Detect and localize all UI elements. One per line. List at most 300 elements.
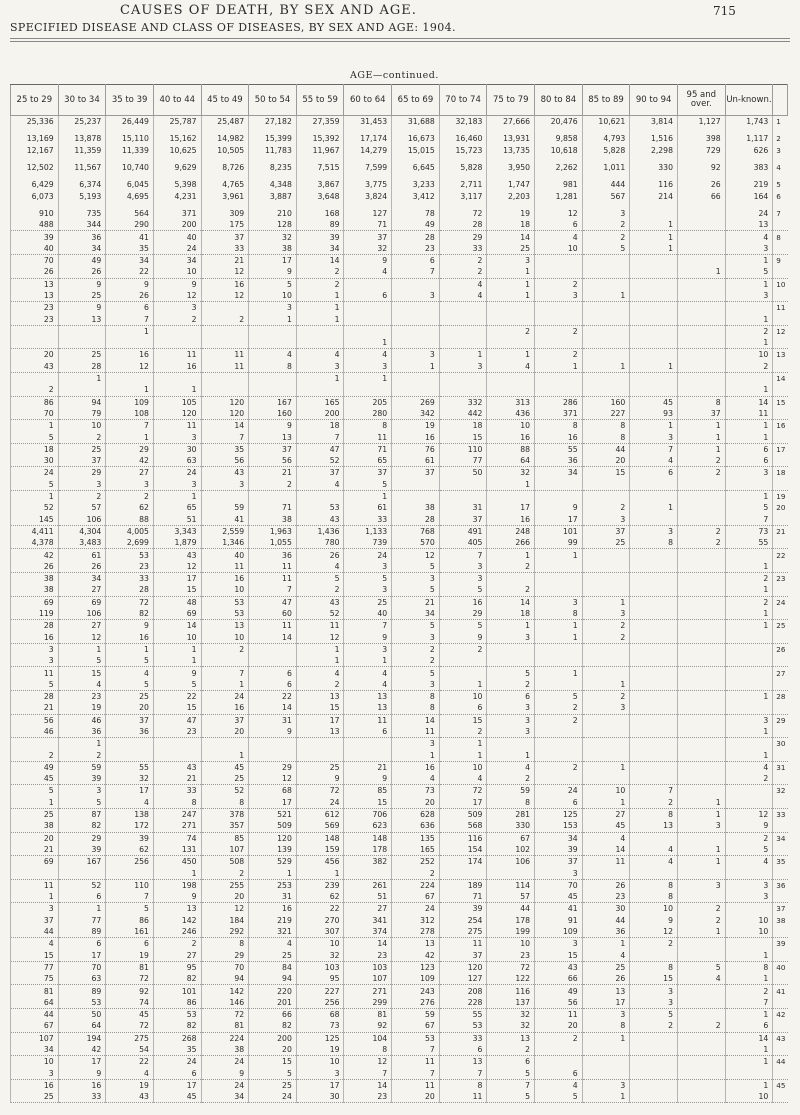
table-cell: 95 xyxy=(153,961,201,973)
row-number: 14 xyxy=(773,372,788,384)
table-cell: 101 xyxy=(153,985,201,997)
table-cell: 11 xyxy=(439,938,487,950)
table-cell: 16 xyxy=(487,514,535,526)
table-cell: 89 xyxy=(58,985,106,997)
table-cell: 739 xyxy=(344,537,392,549)
table-cell xyxy=(630,596,678,608)
row-number: 31 xyxy=(773,761,788,773)
table-cell xyxy=(630,655,678,667)
table-row xyxy=(11,179,788,190)
table-cell: 623 xyxy=(344,820,392,832)
table-cell: 1,516 xyxy=(630,133,678,144)
table-cell: 142 xyxy=(201,985,249,997)
table-cell: 25,487 xyxy=(201,116,249,128)
table-cell xyxy=(677,891,725,903)
table-cell: 73 xyxy=(392,785,440,797)
table-cell: 31,453 xyxy=(344,116,392,128)
table-row xyxy=(11,349,788,361)
table-cell: 67 xyxy=(392,891,440,903)
table-cell: 31 xyxy=(439,502,487,513)
table-cell: 9 xyxy=(344,254,392,266)
table-cell: 38 xyxy=(11,820,59,832)
table-cell: 120 xyxy=(249,832,297,844)
table-cell: 14 xyxy=(249,702,297,714)
table-cell: 12 xyxy=(153,290,201,302)
table-cell: 26 xyxy=(58,266,106,278)
table-row xyxy=(11,561,788,573)
table-cell: 32 xyxy=(296,949,344,961)
table-cell: 167 xyxy=(249,396,297,408)
table-cell: 4 xyxy=(725,231,773,243)
table-cell: 79 xyxy=(58,408,106,420)
table-cell: 224 xyxy=(201,1032,249,1044)
table-cell: 11 xyxy=(725,408,773,420)
table-cell: 3 xyxy=(535,596,583,608)
table-cell: 25 xyxy=(249,1079,297,1091)
table-cell: 8 xyxy=(392,702,440,714)
table-cell xyxy=(582,572,630,584)
table-cell xyxy=(677,749,725,761)
table-cell: 1 xyxy=(249,867,297,879)
table-cell xyxy=(725,867,773,879)
table-cell xyxy=(249,749,297,761)
table-row xyxy=(11,502,788,513)
table-cell: 1 xyxy=(582,361,630,373)
table-cell: 24 xyxy=(153,1056,201,1068)
table-cell: 1 xyxy=(439,679,487,691)
table-cell xyxy=(439,655,487,667)
table-cell: 9 xyxy=(201,1067,249,1079)
table-cell: 41 xyxy=(106,231,154,243)
table-cell: 125 xyxy=(535,808,583,820)
table-cell: 13,878 xyxy=(58,133,106,144)
table-cell: 13 xyxy=(725,219,773,231)
table-cell: 7 xyxy=(487,1079,535,1091)
table-cell: 2 xyxy=(11,384,59,396)
table-cell: 110 xyxy=(439,443,487,455)
table-cell: 59 xyxy=(487,785,535,797)
table-cell: 12,502 xyxy=(11,162,59,173)
row-number: 40 xyxy=(773,961,788,973)
table-cell: 69 xyxy=(11,596,59,608)
mortality-table xyxy=(10,84,788,1103)
table-cell: 450 xyxy=(153,856,201,868)
table-cell: 4 xyxy=(439,773,487,785)
table-cell: 1 xyxy=(201,679,249,691)
table-cell: 86 xyxy=(106,915,154,926)
table-cell: 10 xyxy=(725,926,773,938)
table-cell: 3,412 xyxy=(392,190,440,201)
table-cell: 13 xyxy=(582,985,630,997)
table-cell: 3 xyxy=(392,679,440,691)
section-label: AGE—continued. xyxy=(350,70,439,81)
table-cell: 127 xyxy=(344,208,392,219)
table-cell: 1,879 xyxy=(153,537,201,549)
table-cell: 70 xyxy=(11,254,59,266)
table-cell: 86 xyxy=(11,396,59,408)
table-cell xyxy=(439,337,487,349)
table-cell: 14,279 xyxy=(344,145,392,156)
table-cell: 224 xyxy=(392,879,440,891)
table-cell: 2 xyxy=(725,832,773,844)
table-cell: 7 xyxy=(296,431,344,443)
table-cell: 15 xyxy=(630,973,678,985)
table-cell: 1 xyxy=(677,926,725,938)
table-cell: 59 xyxy=(201,502,249,513)
table-cell xyxy=(106,738,154,750)
table-cell: 3 xyxy=(630,997,678,1009)
table-cell: 37 xyxy=(344,231,392,243)
table-cell: 2 xyxy=(677,903,725,915)
table-cell xyxy=(677,490,725,502)
table-cell: 50 xyxy=(58,1008,106,1020)
table-cell xyxy=(535,337,583,349)
table-cell: 12 xyxy=(296,631,344,643)
table-cell: 275 xyxy=(439,926,487,938)
row-number: 33 xyxy=(773,808,788,820)
table-cell: 220 xyxy=(249,985,297,997)
table-row xyxy=(11,785,788,797)
table-cell: 16 xyxy=(11,631,59,643)
table-row xyxy=(11,997,788,1009)
table-cell: 1,133 xyxy=(344,525,392,537)
table-cell xyxy=(677,313,725,325)
table-cell xyxy=(725,797,773,809)
table-cell xyxy=(630,761,678,773)
table-cell: 1,055 xyxy=(249,537,297,549)
table-cell xyxy=(582,325,630,337)
table-cell: 25,237 xyxy=(58,116,106,128)
table-cell: 4,793 xyxy=(582,133,630,144)
table-cell: 40 xyxy=(201,549,249,561)
row-number: 22 xyxy=(773,549,788,561)
table-cell xyxy=(487,490,535,502)
column-header: 30 to 34 xyxy=(58,85,106,116)
table-cell: 25 xyxy=(58,349,106,361)
table-row xyxy=(11,313,788,325)
table-cell: 5 xyxy=(392,584,440,596)
row-number xyxy=(773,431,788,443)
row-number: 35 xyxy=(773,856,788,868)
table-row xyxy=(11,116,788,128)
table-row xyxy=(11,879,788,891)
table-cell: 11 xyxy=(201,561,249,573)
table-cell: 70 xyxy=(58,961,106,973)
table-cell: 33 xyxy=(58,1091,106,1103)
table-cell: 3 xyxy=(296,361,344,373)
table-cell: 107 xyxy=(201,844,249,856)
row-number: 19 xyxy=(773,490,788,502)
table-cell: 16 xyxy=(201,278,249,290)
table-cell: 15 xyxy=(11,949,59,961)
table-cell: 3 xyxy=(392,738,440,750)
table-cell: 10 xyxy=(201,631,249,643)
table-cell: 1 xyxy=(725,584,773,596)
table-cell: 89 xyxy=(296,219,344,231)
table-cell: 64 xyxy=(58,1020,106,1032)
table-cell: 11 xyxy=(344,431,392,443)
table-cell: 37 xyxy=(582,525,630,537)
table-cell: 1 xyxy=(439,349,487,361)
table-cell: 17 xyxy=(535,514,583,526)
table-cell: 1 xyxy=(725,1079,773,1091)
table-cell: 13 xyxy=(344,690,392,702)
table-cell: 4 xyxy=(677,973,725,985)
table-cell: 8 xyxy=(630,891,678,903)
table-cell: 33 xyxy=(201,243,249,255)
table-cell: 3 xyxy=(725,891,773,903)
table-cell: 15,392 xyxy=(296,133,344,144)
table-cell: 53 xyxy=(58,997,106,1009)
table-cell: 4 xyxy=(296,349,344,361)
table-cell: 154 xyxy=(439,844,487,856)
column-header: 60 to 64 xyxy=(344,85,392,116)
table-cell: 29 xyxy=(106,443,154,455)
table-cell xyxy=(677,1008,725,1020)
table-cell: 10 xyxy=(153,266,201,278)
table-cell: 1 xyxy=(11,797,59,809)
table-cell: 11 xyxy=(153,349,201,361)
table-cell: 3 xyxy=(344,561,392,573)
table-cell: 1 xyxy=(582,1091,630,1103)
table-cell xyxy=(725,643,773,655)
table-cell: 4,231 xyxy=(153,190,201,201)
table-cell: 167 xyxy=(58,856,106,868)
table-cell xyxy=(677,1032,725,1044)
table-cell xyxy=(725,479,773,491)
table-cell: 10 xyxy=(249,290,297,302)
table-cell: 10,618 xyxy=(535,145,583,156)
table-cell: 23 xyxy=(582,891,630,903)
table-row xyxy=(11,702,788,714)
table-cell: 198 xyxy=(153,879,201,891)
table-cell: 122 xyxy=(487,973,535,985)
table-cell: 735 xyxy=(58,208,106,219)
table-cell: 5 xyxy=(630,1008,678,1020)
table-cell xyxy=(11,867,59,879)
column-header: 50 to 54 xyxy=(249,85,297,116)
table-cell: 444 xyxy=(582,179,630,190)
table-cell: 56 xyxy=(11,714,59,726)
table-cell: 3,814 xyxy=(630,116,678,128)
table-cell: 12 xyxy=(725,808,773,820)
table-row xyxy=(11,797,788,809)
table-cell: 3 xyxy=(153,431,201,443)
table-cell: 243 xyxy=(392,985,440,997)
table-cell xyxy=(677,561,725,573)
table-cell xyxy=(106,337,154,349)
table-cell: 70 xyxy=(201,961,249,973)
table-cell: 6 xyxy=(725,1020,773,1032)
table-cell: 12 xyxy=(201,266,249,278)
table-cell xyxy=(392,325,440,337)
table-cell: 5 xyxy=(344,572,392,584)
table-cell: 7 xyxy=(439,1067,487,1079)
table-cell: 45 xyxy=(11,773,59,785)
table-cell xyxy=(296,490,344,502)
table-cell: 271 xyxy=(153,820,201,832)
table-cell xyxy=(630,726,678,738)
table-cell: 8 xyxy=(677,396,725,408)
table-cell xyxy=(630,325,678,337)
table-cell: 2 xyxy=(535,325,583,337)
table-cell: 72 xyxy=(106,596,154,608)
row-number xyxy=(773,844,788,856)
table-cell: 2 xyxy=(535,1032,583,1044)
table-cell: 164 xyxy=(725,190,773,201)
table-cell xyxy=(582,738,630,750)
table-cell: 3 xyxy=(11,1067,59,1079)
table-cell: 1 xyxy=(582,938,630,950)
table-cell xyxy=(344,738,392,750)
row-number xyxy=(773,949,788,961)
table-cell: 5 xyxy=(392,667,440,679)
table-cell xyxy=(58,867,106,879)
table-cell xyxy=(582,479,630,491)
table-cell xyxy=(296,749,344,761)
row-number: 32 xyxy=(773,785,788,797)
table-row xyxy=(11,361,788,373)
table-cell: 37 xyxy=(106,714,154,726)
table-cell: 17 xyxy=(153,1079,201,1091)
table-cell: 1 xyxy=(677,420,725,432)
table-cell: 4 xyxy=(344,349,392,361)
table-cell: 1 xyxy=(582,761,630,773)
row-number: 28 xyxy=(773,690,788,702)
table-cell: 71 xyxy=(249,502,297,513)
table-row xyxy=(11,820,788,832)
table-cell: 1 xyxy=(106,643,154,655)
table-row xyxy=(11,903,788,915)
table-cell xyxy=(725,667,773,679)
table-cell: 1 xyxy=(725,384,773,396)
table-cell: 3 xyxy=(249,302,297,314)
table-cell: 77 xyxy=(11,961,59,973)
table-cell: 40 xyxy=(153,231,201,243)
table-cell: 148 xyxy=(344,832,392,844)
column-header: 65 to 69 xyxy=(392,85,440,116)
table-cell: 23 xyxy=(153,726,201,738)
table-cell: 276 xyxy=(392,997,440,1009)
table-cell: 270 xyxy=(296,915,344,926)
table-cell: 1 xyxy=(487,278,535,290)
table-cell: 3 xyxy=(725,714,773,726)
table-cell xyxy=(677,1044,725,1056)
table-cell xyxy=(535,1056,583,1068)
table-cell: 36 xyxy=(249,549,297,561)
table-cell: 1 xyxy=(725,690,773,702)
table-cell: 1 xyxy=(344,372,392,384)
row-number: 24 xyxy=(773,596,788,608)
table-cell: 55 xyxy=(725,537,773,549)
table-cell: 9 xyxy=(153,278,201,290)
table-cell: 2 xyxy=(487,679,535,691)
table-cell: 161 xyxy=(106,926,154,938)
table-cell: 15,399 xyxy=(249,133,297,144)
table-cell xyxy=(11,325,59,337)
table-cell: 15 xyxy=(535,949,583,961)
table-cell: 42 xyxy=(58,1044,106,1056)
row-number xyxy=(773,891,788,903)
table-cell: 51 xyxy=(153,514,201,526)
table-cell xyxy=(630,631,678,643)
table-row xyxy=(11,643,788,655)
table-cell xyxy=(249,738,297,750)
table-cell: 37 xyxy=(201,714,249,726)
table-cell: 5 xyxy=(296,572,344,584)
table-row xyxy=(11,631,788,643)
table-cell: 72 xyxy=(439,785,487,797)
table-cell: 2 xyxy=(487,561,535,573)
table-cell: 57 xyxy=(58,502,106,513)
table-cell: 44 xyxy=(11,1008,59,1020)
table-cell: 92 xyxy=(677,162,725,173)
table-cell: 24 xyxy=(201,690,249,702)
table-row xyxy=(11,961,788,973)
table-cell: 2 xyxy=(487,584,535,596)
table-cell: 2 xyxy=(439,254,487,266)
table-cell: 9 xyxy=(58,278,106,290)
table-cell: 22 xyxy=(106,1056,154,1068)
table-cell xyxy=(677,384,725,396)
table-cell xyxy=(630,667,678,679)
table-cell: 145 xyxy=(11,514,59,526)
table-cell xyxy=(677,785,725,797)
table-cell: 2 xyxy=(725,325,773,337)
table-cell: 44 xyxy=(487,903,535,915)
table-cell: 33 xyxy=(153,785,201,797)
table-cell: 25 xyxy=(11,808,59,820)
table-cell: 39 xyxy=(58,773,106,785)
table-cell xyxy=(677,620,725,632)
table-cell xyxy=(249,337,297,349)
table-cell: 4 xyxy=(439,278,487,290)
table-cell: 11 xyxy=(249,561,297,573)
table-cell: 19 xyxy=(106,949,154,961)
table-cell: 128 xyxy=(249,219,297,231)
table-cell: 19 xyxy=(296,1044,344,1056)
table-cell xyxy=(677,714,725,726)
table-cell: 281 xyxy=(487,808,535,820)
table-cell xyxy=(106,749,154,761)
table-cell xyxy=(677,738,725,750)
table-cell xyxy=(582,561,630,573)
table-cell: 43 xyxy=(153,761,201,773)
table-cell: 20 xyxy=(535,1020,583,1032)
table-cell xyxy=(677,667,725,679)
table-cell xyxy=(677,949,725,961)
table-cell xyxy=(535,655,583,667)
table-cell xyxy=(582,302,630,314)
table-cell: 11 xyxy=(249,572,297,584)
table-row xyxy=(11,162,788,173)
table-cell: 3 xyxy=(677,879,725,891)
table-cell: 52 xyxy=(201,785,249,797)
table-cell: 39 xyxy=(296,231,344,243)
row-number: 39 xyxy=(773,938,788,950)
table-cell: 25 xyxy=(344,596,392,608)
table-cell xyxy=(630,584,678,596)
column-header: 35 to 39 xyxy=(106,85,154,116)
table-cell: 2 xyxy=(677,1020,725,1032)
table-cell xyxy=(677,867,725,879)
table-cell: 38 xyxy=(249,243,297,255)
table-cell: 139 xyxy=(249,844,297,856)
table-cell xyxy=(630,620,678,632)
table-cell: 1 xyxy=(58,643,106,655)
table-cell: 69 xyxy=(11,856,59,868)
table-cell xyxy=(677,290,725,302)
